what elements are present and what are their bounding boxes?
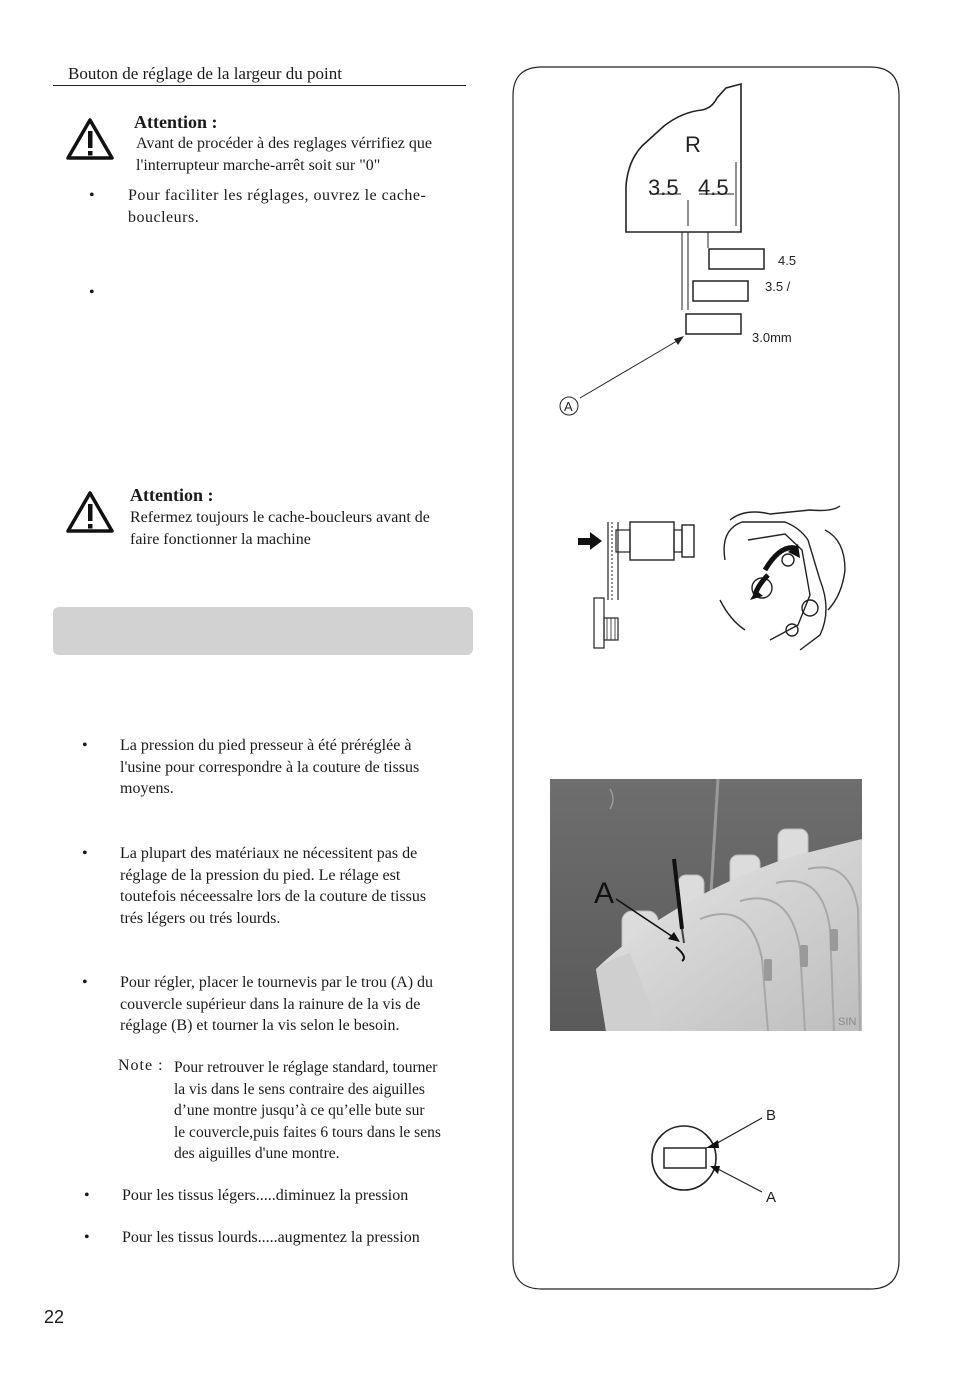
bullet: • — [84, 1187, 90, 1204]
bullet-text — [128, 185, 476, 228]
text-line: d’une montre jusqu’à ce qu’elle bute sur — [174, 1102, 425, 1119]
text-line: La pression du pied presseur à été préréglée à — [120, 737, 412, 754]
arrow-right-icon — [578, 532, 602, 550]
title-underline — [53, 85, 466, 86]
text-line: toutefois néceessalre lors de la couture de tissus — [120, 888, 427, 905]
attention-line: faire fonctionner la machine — [130, 531, 311, 548]
attention-title: Attention : — [134, 112, 218, 132]
paragraph-adjust — [120, 972, 476, 1037]
adjusting-screw-diagram — [640, 1096, 800, 1216]
light-fabric-text: Pour les tissus légers.....diminuez la pression — [122, 1187, 409, 1204]
bullet: • — [82, 737, 88, 754]
note-label: Note : — [118, 1057, 164, 1074]
text-line: moyens. — [120, 780, 174, 797]
dial-letter-r: R — [685, 132, 701, 157]
attention-line: l'interrupteur marche-arrêt soit sur "0" — [136, 157, 381, 174]
attention-line: Avant de procéder à des reglages vérrifiez que — [136, 135, 432, 152]
label-4-5: 4.5 — [778, 253, 797, 268]
callout-b: B — [766, 1107, 777, 1124]
attention-line: Refermez toujours le cache-boucleurs avant de — [130, 509, 430, 526]
bullet: • — [82, 974, 88, 991]
section-heading-band — [53, 607, 473, 655]
bullet: • — [89, 284, 95, 301]
text-line: réglage de la pression du pied. Le rélage est — [120, 866, 401, 884]
label-3-5: 3.5 / — [765, 279, 791, 294]
text-line: Pour retrouver le réglage standard, tourner — [174, 1059, 438, 1076]
heavy-fabric-text: Pour les tissus lourds.....augmentez la pression — [122, 1229, 420, 1246]
text-line: des aiguilles d'une montre. — [174, 1145, 340, 1162]
stitch-width-dial-diagram — [512, 66, 900, 436]
text-line: boucleurs. — [128, 208, 200, 226]
warning-triangle-icon — [66, 117, 114, 161]
section-title: Bouton de réglage de la largeur du point — [68, 64, 342, 83]
photo-callout-a: A — [594, 877, 615, 910]
bullet: • — [84, 1229, 90, 1246]
attention-text — [130, 507, 430, 551]
paragraph-preset — [120, 735, 476, 800]
attention-text — [136, 133, 432, 177]
bullet: • — [89, 187, 95, 204]
text-line: couvercle supérieur dans la rainure de la vis de — [120, 995, 421, 1013]
page-number: 22 — [44, 1307, 65, 1327]
text-line: Pour faciliter les réglages, ouvrez le cache- — [128, 187, 427, 204]
text-line: Pour régler, placer le tournevis par le trou (A) du — [120, 974, 434, 991]
text-line: trés légers ou trés lourds. — [120, 909, 281, 927]
warning-triangle-icon — [66, 490, 114, 534]
text-line: le couvercle,puis faites 6 tours dans le sens — [174, 1123, 441, 1141]
text-line: La plupart des matériaux ne nécessitent pas de — [120, 845, 418, 862]
dial-value-4-5: 4.5 — [698, 175, 729, 200]
attention-title: Attention : — [130, 485, 214, 505]
text-line: réglage (B) et tourner la vis selon le besoin. — [120, 1017, 400, 1034]
note-text — [174, 1057, 478, 1165]
label-3-0mm: 3.0mm — [752, 330, 792, 345]
callout-a: A — [564, 399, 573, 414]
machine-top-photo — [550, 779, 862, 1031]
text-line: l'usine pour correspondre à la couture de tissus — [120, 758, 420, 776]
looper-cover-diagram — [570, 500, 870, 655]
dial-value-3-5: 3.5 — [648, 175, 679, 200]
brand-text: SIN — [838, 1016, 857, 1028]
callout-a: A — [766, 1189, 777, 1206]
paragraph-materials — [120, 843, 476, 929]
bullet: • — [82, 845, 88, 862]
text-line: la vis dans le sens contraire des aiguilles — [174, 1080, 425, 1098]
